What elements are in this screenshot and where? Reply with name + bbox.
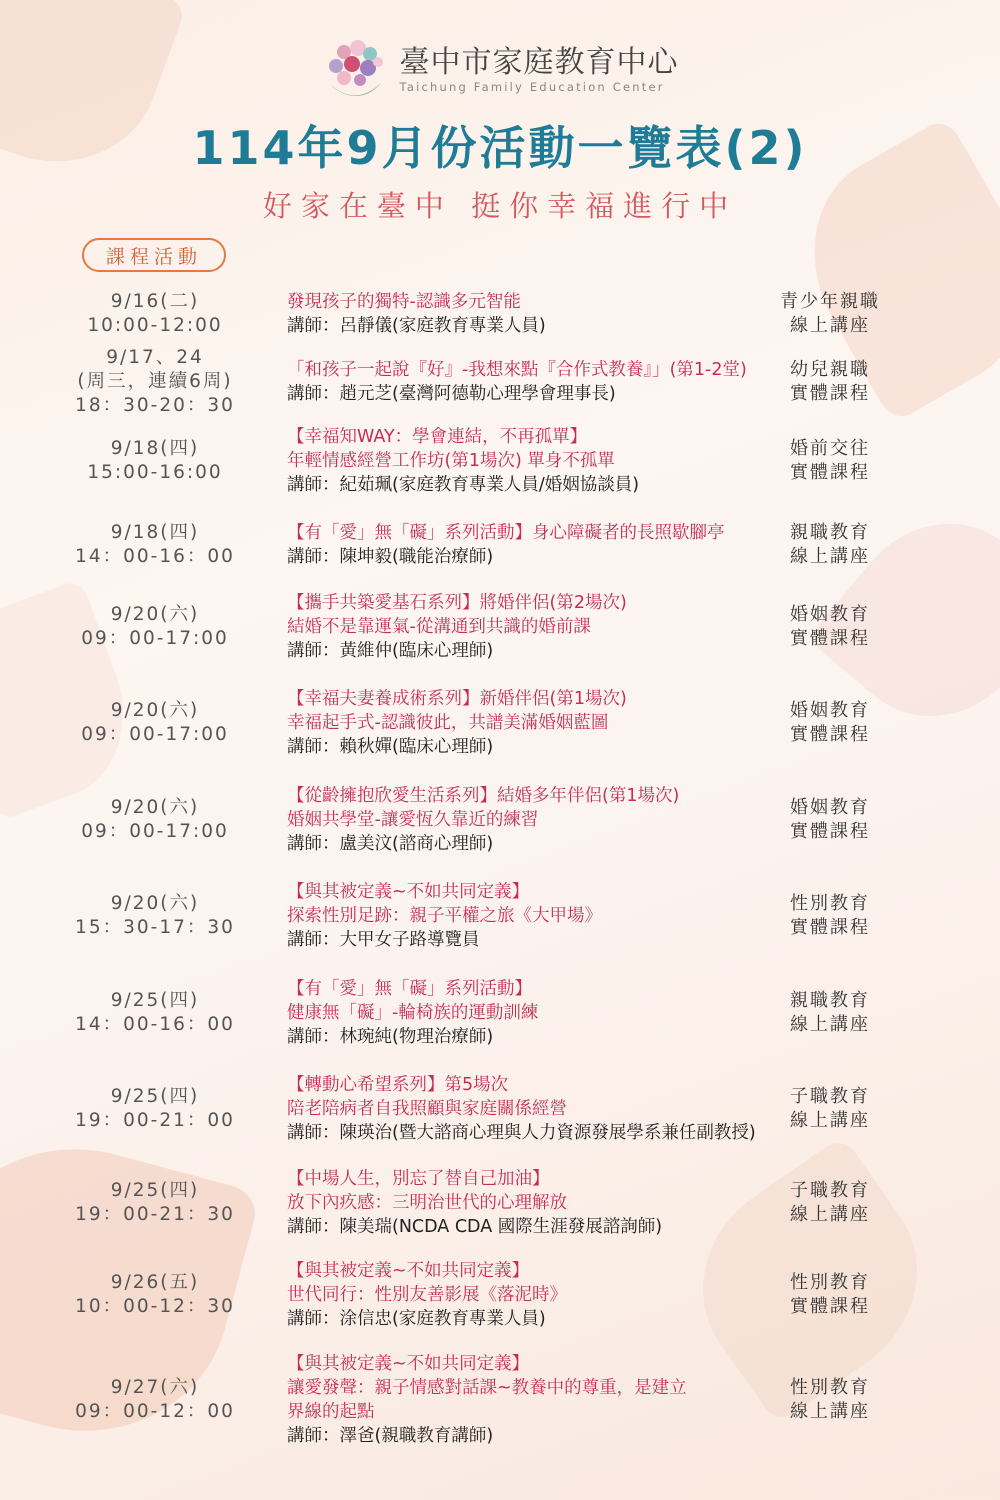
event-detail xyxy=(287,1352,767,1448)
event-title-line: 界線的起點 xyxy=(287,1402,375,1422)
event-date-line: 9/20(六) xyxy=(110,700,200,721)
event-date-line: 9/20(六) xyxy=(110,893,200,914)
event-category-line: 子職教育 xyxy=(790,1086,870,1107)
event-title-line: 婚姻共學堂-讓愛恆久靠近的練習 xyxy=(287,810,539,830)
org-name: 臺中市家庭教育中心 xyxy=(399,45,679,80)
event-category xyxy=(760,603,900,651)
event-date-line: 9/25(四) xyxy=(110,990,200,1011)
event-category-line: 實體課程 xyxy=(790,1296,870,1317)
event-category-line: 線上講座 xyxy=(790,1014,870,1035)
event-detail xyxy=(287,1167,767,1239)
event-title-line: 「和孩子一起說『好』-我想來點『合作式教養』」(第1-2堂) xyxy=(287,360,747,380)
event-category-line: 性別教育 xyxy=(790,1377,870,1398)
event-date xyxy=(40,603,270,651)
event-category-line: 幼兒親職 xyxy=(790,359,870,380)
event-date-line: 09：00-17:00 xyxy=(81,628,229,649)
event-category-line: 婚姻教育 xyxy=(790,604,870,625)
slogan: 好家在臺中 挺你幸福進行中 xyxy=(262,189,738,223)
event-instructor: 講師：呂靜儀(家庭教育專業人員) xyxy=(287,316,546,336)
event-date-line: 14：00-16：00 xyxy=(75,546,235,567)
event-title-line: 發現孩子的獨特-認識多元智能 xyxy=(287,292,521,312)
event-instructor: 講師：陳瑛治(暨大諮商心理與人力資源發展學系兼任副教授) xyxy=(287,1123,756,1143)
event-date xyxy=(40,1376,270,1424)
event-title-line: 【與其被定義~不如共同定義】 xyxy=(287,1261,530,1281)
event-date xyxy=(40,1179,270,1227)
event-category-line: 親職教育 xyxy=(790,522,870,543)
event-date-line: 9/20(六) xyxy=(110,797,200,818)
event-category xyxy=(760,699,900,747)
page-title: 114年9月份活動一覽表(2) xyxy=(192,121,808,175)
event-title-line: 世代同行：性別友善影展《落泥時》 xyxy=(287,1285,567,1305)
section-tag: 課程活動 xyxy=(82,238,226,272)
event-instructor: 講師：趙元芝(臺灣阿德勒心理學會理事長) xyxy=(287,384,616,404)
event-category xyxy=(760,1271,900,1319)
event-detail xyxy=(287,521,767,569)
event-date-line: 15:00-16:00 xyxy=(87,462,223,483)
header xyxy=(0,38,1000,106)
event-date-line: 9/17、24 xyxy=(106,347,204,368)
event-category xyxy=(760,1085,900,1133)
event-instructor: 講師：涂信忠(家庭教育專業人員) xyxy=(287,1309,546,1329)
event-category xyxy=(760,989,900,1037)
event-detail xyxy=(287,591,767,663)
event-date-line: 9/18(四) xyxy=(110,522,200,543)
event-date-line: 09：00-17:00 xyxy=(81,821,229,842)
event-date-line: 18：30-20：30 xyxy=(75,395,235,416)
event-date-line: 09：00-17:00 xyxy=(81,724,229,745)
event-title-line: 健康無「礙」-輪椅族的運動訓練 xyxy=(287,1003,539,1023)
event-date xyxy=(40,290,270,338)
event-date xyxy=(40,1271,270,1319)
event-title-line: 結婚不是靠運氣-從溝通到共識的婚前課 xyxy=(287,617,591,637)
event-date-line: 9/25(四) xyxy=(110,1086,200,1107)
event-date-line: 9/16(二) xyxy=(110,291,200,312)
event-detail xyxy=(287,290,767,338)
event-category-line: 子職教育 xyxy=(790,1180,870,1201)
event-instructor: 講師：陳美瑞(NCDA CDA 國際生涯發展諮詢師) xyxy=(287,1217,663,1237)
event-category-line: 線上講座 xyxy=(790,1110,870,1131)
event-title-line: 讓愛發聲：親子情感對話課~教養中的尊重，是建立 xyxy=(287,1378,687,1398)
event-title-line: 【轉動心希望系列】第5場次 xyxy=(287,1075,509,1095)
event-date xyxy=(40,699,270,747)
event-category-line: 親職教育 xyxy=(790,990,870,1011)
event-title-line: 幸福起手式-認識彼此，共譜美滿婚姻藍圖 xyxy=(287,713,609,733)
event-category-line: 線上講座 xyxy=(790,1204,870,1225)
flower-logo-icon xyxy=(322,38,390,102)
event-date-line: 15：30-17：30 xyxy=(75,917,235,938)
event-date-line: 19：00-21：00 xyxy=(75,1110,235,1131)
event-title-line: 【有「愛」無「礙」系列活動】身心障礙者的長照歇腳亭 xyxy=(287,523,725,543)
event-instructor: 講師：澤爸(親職教育講師) xyxy=(287,1426,494,1446)
event-title-line: 【有「愛」無「礙」系列活動】 xyxy=(287,979,532,999)
event-instructor: 講師：紀茹珮(家庭教育專業人員/婚姻協談員) xyxy=(287,475,640,495)
event-date-line: 9/27(六) xyxy=(110,1377,200,1398)
event-date-line: 14：00-16：00 xyxy=(75,1014,235,1035)
event-date-line: 09：00-12：00 xyxy=(75,1401,235,1422)
event-date xyxy=(40,521,270,569)
event-category-line: 性別教育 xyxy=(790,1272,870,1293)
event-category-line: 婚姻教育 xyxy=(790,797,870,818)
event-instructor: 講師：賴秋嬋(臨床心理師) xyxy=(287,737,494,757)
event-detail xyxy=(287,1259,767,1331)
event-date xyxy=(40,1085,270,1133)
event-category-line: 實體課程 xyxy=(790,724,870,745)
event-date xyxy=(40,346,270,418)
event-date-line: 9/25(四) xyxy=(110,1180,200,1201)
event-category-line: 青少年親職 xyxy=(780,291,880,312)
event-category-line: 線上講座 xyxy=(790,546,870,567)
event-detail xyxy=(287,784,767,856)
event-date-line: 9/20(六) xyxy=(110,604,200,625)
event-instructor: 講師：大甲女子路導覽員 xyxy=(287,930,480,950)
event-category xyxy=(760,290,900,338)
event-category-line: 性別教育 xyxy=(790,893,870,914)
event-category xyxy=(760,358,900,406)
event-title-line: 放下內疚感：三明治世代的心理解放 xyxy=(287,1193,567,1213)
event-category-line: 線上講座 xyxy=(790,1401,870,1422)
event-instructor: 講師：林琬純(物理治療師) xyxy=(287,1027,494,1047)
event-date xyxy=(40,989,270,1037)
event-date-line: 9/26(五) xyxy=(110,1272,200,1293)
event-instructor: 講師：黃維仲(臨床心理師) xyxy=(287,641,494,661)
event-title-line: 【從齡擁抱欣愛生活系列】結婚多年伴侶(第1場次) xyxy=(287,786,680,806)
event-category-line: 實體課程 xyxy=(790,383,870,404)
event-date-line: (周三，連續6周) xyxy=(77,371,233,392)
event-title-line: 【幸福夫妻養成術系列】新婚伴侶(第1場次) xyxy=(287,689,627,709)
event-title-line: 【中場人生，別忘了替自己加油】 xyxy=(287,1169,550,1189)
event-detail xyxy=(287,425,767,497)
event-category-line: 實體課程 xyxy=(790,462,870,483)
event-category-line: 線上講座 xyxy=(790,315,870,336)
event-date xyxy=(40,892,270,940)
event-date xyxy=(40,796,270,844)
event-date-line: 19：00-21：30 xyxy=(75,1204,235,1225)
event-instructor: 講師：陳坤毅(職能治療師) xyxy=(287,547,494,567)
event-category xyxy=(760,1179,900,1227)
event-date-line: 9/18(四) xyxy=(110,438,200,459)
event-category xyxy=(760,892,900,940)
event-category xyxy=(760,437,900,485)
event-detail xyxy=(287,1073,767,1145)
event-category-line: 婚前交往 xyxy=(790,438,870,459)
event-title-line: 【與其被定義~不如共同定義】 xyxy=(287,1354,530,1374)
event-title-line: 陪老陪病者自我照顧與家庭關係經營 xyxy=(287,1099,567,1119)
event-category xyxy=(760,521,900,569)
event-title-line: 【與其被定義~不如共同定義】 xyxy=(287,882,530,902)
event-category-line: 婚姻教育 xyxy=(790,700,870,721)
event-detail xyxy=(287,687,767,759)
event-detail xyxy=(287,880,767,952)
event-category xyxy=(760,1376,900,1424)
event-detail xyxy=(287,358,767,406)
event-title-line: 【幸福知WAY：學會連結，不再孤單】 xyxy=(287,427,588,447)
event-category xyxy=(760,796,900,844)
event-instructor: 講師：盧美汶(諮商心理師) xyxy=(287,834,494,854)
org-name-en: Taichung Family Education Center xyxy=(399,80,665,94)
event-category-line: 實體課程 xyxy=(790,628,870,649)
event-category-line: 實體課程 xyxy=(790,821,870,842)
event-category-line: 實體課程 xyxy=(790,917,870,938)
event-title-line: 探索性別足跡：親子平權之旅《大甲場》 xyxy=(287,906,602,926)
event-date xyxy=(40,437,270,485)
event-date-line: 10：00-12：30 xyxy=(75,1296,235,1317)
event-date-line: 10:00-12:00 xyxy=(87,315,223,336)
event-detail xyxy=(287,977,767,1049)
logo xyxy=(322,38,679,102)
event-title-line: 年輕情感經營工作坊(第1場次) 單身不孤單 xyxy=(287,451,615,471)
event-title-line: 【攜手共築愛基石系列】將婚伴侶(第2場次) xyxy=(287,593,627,613)
